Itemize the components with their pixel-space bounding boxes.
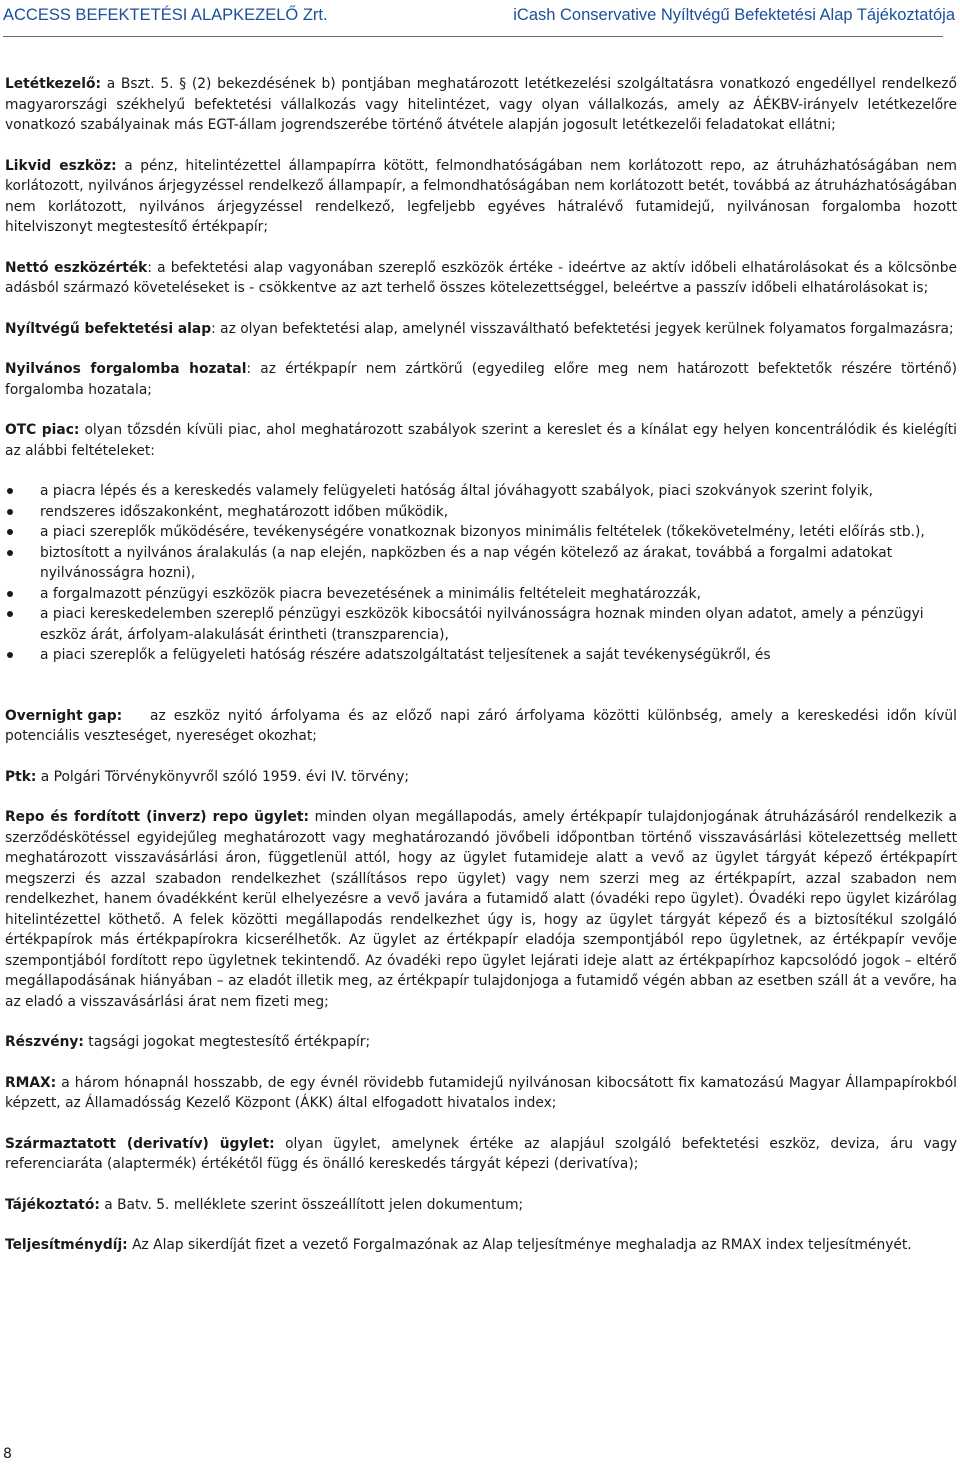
definition-nyiltvegu-alap (5, 319, 957, 340)
bullet-icon (7, 509, 13, 515)
page-header (3, 6, 955, 25)
otc-conditions-list (5, 481, 957, 666)
header-document-title: iCash Conservative Nyíltvégű Befektetési Alap Tájékoztatója (513, 6, 955, 24)
definition-text: olyan ügylet, amelynek értéke az alapjául szolgáló befektetési eszköz, deviza, áru vagy referenciaráta (alaptermék) értékétől függ és önálló kereskedés tárgyát képezi (derivatíva); (5, 1135, 958, 1172)
definition-term: Részvény: (5, 1034, 84, 1050)
document-body (5, 74, 957, 1276)
definition-text: a Bszt. 5. § (2) bekezdésének b) pontjában meghatározott letétkezelési szolgáltatásra vonatkozó engedéllyel rendelkező magyarországi székhelyű befektetési vállalkozás vagy hitelintézet, vagy olyan vállalkozás, amely az ÁÉKBV-irányelv letétkezelőre vonatkozó szabályainak más EGT-állam jogrendszerébe történő átvétele alapján jogosult letétkezelői feladatokat ellátni; (5, 76, 957, 133)
definition-tajekoztato (5, 1195, 957, 1216)
list-item: a piaci kereskedelemben szereplő pénzügyi eszközök kibocsátói nyilvánosságra hoznak minden olyan adatot, amely a pénzügyi eszköz árát, árfolyam-alakulását érintheti (transzparencia), (5, 604, 957, 645)
list-item: a piaci szereplők működésére, tevékenységére vonatkoznak bizonyos minimális feltételek (tőkekövetelmény, letéti előírás stb.), (5, 522, 957, 543)
definition-nyilvanos-forgalomba-hozatal (5, 359, 957, 400)
definition-ptk (5, 767, 957, 788)
definition-text: minden olyan megállapodás, amely értékpapír tulajdonjogának átruházásáról rendelkezik a szerződéskötéssel egyidejűleg meghatározott vagy meghatározandó jövőbeli időpontban történő visszavásárlási kötelezettség mellett meghatározott visszavásárlási áron, függetlenül attól, hogy az ügylet futamideje alatt a vevő az ügylet tárgyát képező értékpapírt megszerzi és azzal szabadon rendelkezhet (szállításos repo ügylet) vagy nem szerzi meg az értékpapírt, azzal szabadon nem rendelkezhet, hanem óvadékként kerül elhelyezésre a vevő javára a futamidő alatt (óvadéki repo ügylet). Óvadéki repo ügylet kizárólag hitelintézettel köthető. A felek közötti megállapodás rendelkezhet úgy is, hogy az ügylet tárgyát képező és a biztosítékul szolgáló értékpapírok más értékpapírokra kicserélhetők. Az ügylet az értékpapír eladója szempontjából repo ügyletnek, az értékpapír vevője szempontjából fordított repo ügyletnek tekintendő. Az óvadéki repo ügylet lejárati ideje alatt az értékpapírhoz kapcsolódó jogok – eltérő megállapodásának hiányában – az eladót illetik meg, az értékpapír tulajdonjoga a futamidő végén abban az esetben száll át a vevőre, ha az eladó a visszavásárlási árat nem fizeti meg; (5, 809, 957, 1010)
definition-szarmaztatott-ugylet (5, 1134, 957, 1175)
definition-likvid-eszkoz (5, 156, 957, 238)
definition-teljesitmenydij (5, 1235, 957, 1256)
definition-netto-eszkozertek (5, 258, 957, 299)
definition-term: Overnight gap: (5, 707, 123, 724)
bullet-icon (7, 488, 13, 494)
definition-term: Letétkezelő: (5, 76, 101, 92)
header-company: ACCESS BEFEKTETÉSI ALAPKEZELŐ Zrt. (3, 6, 328, 24)
definition-letetkezelo (5, 74, 957, 136)
definition-otc-piac (5, 420, 957, 461)
definition-rmax (5, 1073, 957, 1114)
header-divider (3, 36, 943, 37)
definition-text: a pénz, hitelintézettel állampapírra kötött, felmondhatóságában nem korlátozott repo, az átruházhatóságában nem korlátozott, nyilvános árjegyzéssel rendelkező állampapír, a felmondhatóságában nem korlátozott betét, továbbá az átruházhatóságában nem korlátozott, nyilvános árjegyzéssel rendelkező, legfeljebb egyéves hátralévő futamidejű, nyilvánosan forgalomba hozott hitelviszonyt megtestesítő értékpapír; (5, 157, 957, 235)
definition-term: Tájékoztató: (5, 1196, 100, 1213)
list-item: a forgalmazott pénzügyi eszközök piacra bevezetésének a minimális feltételeit meghatározzák, (5, 584, 957, 605)
definition-term: Nyilvános forgalomba hozatal (5, 361, 247, 377)
definition-term: Nettó eszközérték (5, 259, 148, 276)
bullet-icon (7, 591, 13, 597)
definition-term: Származtatott (derivatív) ügylet: (5, 1135, 275, 1152)
definition-text: : a befektetési alap vagyonában szereplő eszközök értéke - ideértve az aktív időbeli elhatárolásokat és a kölcsönbe adásból származó követeléseket is - csökkentve az azt terhelő összes kötelezettséggel, beleértve a passzív időbeli elhatárolásokat is; (5, 259, 957, 296)
definition-term: Repo és fordított (inverz) repo ügylet: (5, 809, 310, 825)
definition-term: Likvid eszköz: (5, 157, 117, 174)
definition-term: Nyíltvégű befektetési alap (5, 320, 212, 337)
list-item: biztosított a nyilvános áralakulás (a nap elején, napközben és a nap végén kötelező az árakat, továbbá a forgalmi adatokat nyilvánosságra hozni), (5, 543, 957, 584)
definition-text: a három hónapnál hosszabb, de egy évnél rövidebb futamidejű nyilvánosan kibocsátott fix kamatozású Magyar Állampapírokból képzett, az Államadósság Kezelő Központ (ÁKK) által elfogadott hivatalos index; (5, 1074, 957, 1111)
bullet-icon (7, 611, 13, 617)
page-number: 8 (3, 1446, 12, 1462)
bullet-icon (7, 550, 13, 556)
definition-repo (5, 807, 957, 1012)
definition-text: az eszköz nyitó árfolyama és az előző napi záró árfolyama közötti különbség, amely a kereskedési időn kívül potenciális veszteséget, nyereséget okozhat; (5, 707, 957, 744)
list-item: rendszeres időszakonként, meghatározott időben működik, (5, 502, 957, 523)
definition-term: Teljesítménydíj: (5, 1237, 128, 1253)
definition-overnight-gap (5, 706, 957, 747)
definition-text: a Polgári Törvénykönyvről szóló 1959. évi IV. törvény; (36, 768, 410, 785)
definition-text: Az Alap sikerdíját fizet a vezető Forgalmazónak az Alap teljesítménye meghaladja az RMAX index teljesítményét. (127, 1237, 912, 1253)
list-item: a piaci szereplők a felügyeleti hatóság részére adatszolgáltatást teljesítenek a saját tevékenységükről, és (5, 645, 957, 666)
definition-term: OTC piac: (5, 422, 80, 438)
definition-text: olyan tőzsdén kívüli piac, ahol meghatározott szabályok szerint a kereslet és a kínálat egy helyen koncentrálódik és kielégíti az alábbi feltételeket: (5, 422, 957, 459)
definition-text: : az értékpapír nem zártkörű (egyedileg előre meg nem határozott befektetők részére történő) forgalomba hozatala; (5, 361, 957, 398)
definition-text: a Batv. 5. melléklete szerint összeállított jelen dokumentum; (99, 1196, 524, 1213)
bullet-icon (7, 652, 13, 658)
definition-reszveny (5, 1032, 957, 1053)
definition-text: : az olyan befektetési alap, amelynél visszaváltható befektetési jegyek kerülnek folyamatos forgalmazásra; (211, 320, 954, 337)
list-item: a piacra lépés és a kereskedés valamely felügyeleti hatóság által jóváhagyott szabályok, piaci szokványok szerint folyik, (5, 481, 957, 502)
definition-term: Ptk: (5, 768, 37, 785)
definition-term: RMAX: (5, 1074, 57, 1091)
definition-text: tagsági jogokat megtestesítő értékpapír; (83, 1034, 371, 1050)
bullet-icon (7, 529, 13, 535)
